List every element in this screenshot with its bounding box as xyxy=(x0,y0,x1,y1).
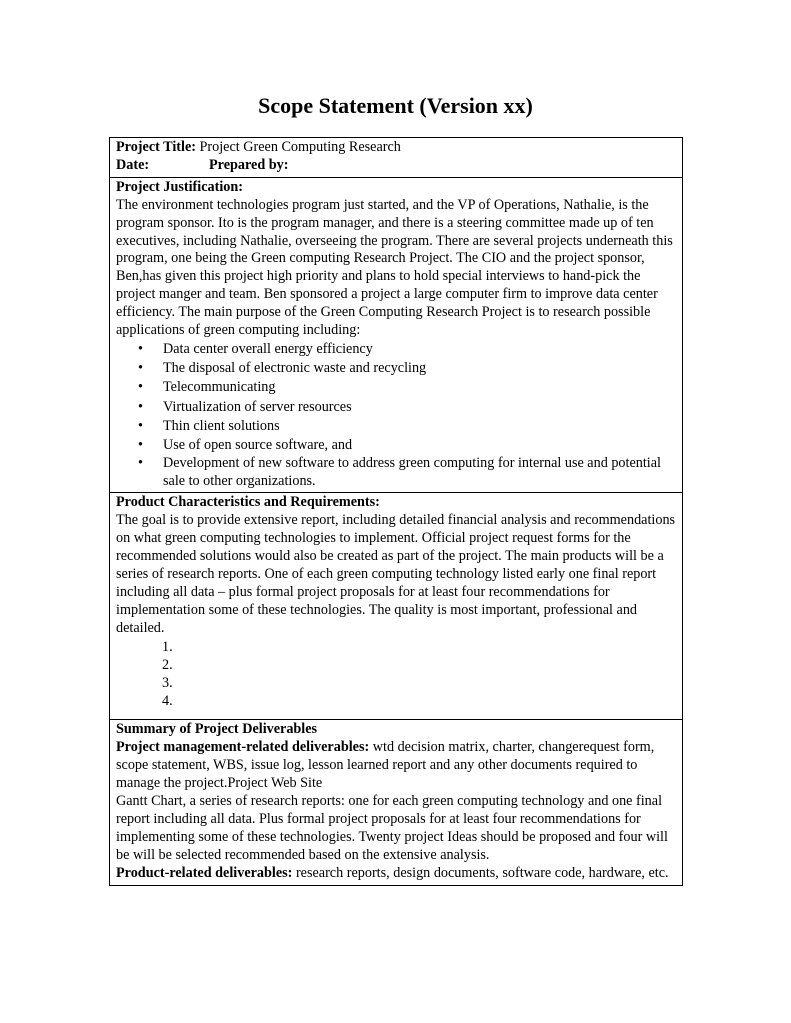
list-item-text: Thin client solutions xyxy=(163,417,280,434)
bullet-icon: • xyxy=(138,340,143,357)
list-item: 4. xyxy=(162,692,173,709)
list-item xyxy=(138,398,676,417)
bullet-icon: • xyxy=(138,436,143,453)
requirements-row xyxy=(110,493,683,720)
product-deliverables-text: research reports, design documents, software code, hardware, etc. xyxy=(292,864,669,881)
pm-deliverables-label: Project management-related deliverables: xyxy=(116,739,370,756)
list-item-text: Telecommunicating xyxy=(163,379,276,396)
pm-deliverables-paragraph xyxy=(116,739,676,793)
requirements-body: The goal is to provide extensive report, including detailed financial analysis and recommendations on what green computing technologies to implement. Official project request forms for the recommended solutions would also be created as part of the project. The main products will be a series of research reports. One of each green computing technology listed early one final report including all data – plus formal project proposals for at least four recommendations for implementation some of these technologies. The quality is most important, professional and detailed. xyxy=(116,512,676,636)
prepared-by-label: Prepared by: xyxy=(209,156,289,173)
product-deliverables-paragraph xyxy=(116,865,676,883)
requirements-heading: Product Characteristics and Requirements: xyxy=(116,494,380,511)
project-title-line xyxy=(116,139,676,157)
bullet-icon: • xyxy=(138,398,143,415)
project-title-value: Project Green Computing Research xyxy=(199,139,401,155)
justification-heading: Project Justification: xyxy=(116,178,243,195)
requirements-numbered-list xyxy=(116,638,676,710)
list-item-text: Virtualization of server resources xyxy=(163,398,352,415)
list-item-text: Development of new software to address green computing for internal use and potential sale to other organizations. xyxy=(163,455,661,489)
justification-row xyxy=(110,177,683,493)
requirements-cell xyxy=(110,493,683,720)
list-item-text: Data center overall energy efficiency xyxy=(163,340,373,357)
list-item-text: The disposal of electronic waste and recycling xyxy=(163,360,427,377)
gantt-paragraph: Gantt Chart, a series of research reports: one for each green computing technology and one final report including all data. Plus formal project proposals for at least four recommendations for implementing some of these technologies. Twenty project Ideas should be proposed and four will be will be selected recommended based on the extensive analysis. xyxy=(116,793,668,863)
list-item xyxy=(138,455,676,490)
bullet-icon: • xyxy=(138,417,143,434)
bullet-icon: • xyxy=(138,455,143,472)
justification-body: The environment technologies program just started, and the VP of Operations, Nathalie, is the program sponsor. Ito is the program manager, and there is a steering committee made up of ten executives, including Nathalie, overseeing the program. There are several projects underneath this program, one being the Green computing Research Project. The CIO and the project sponsor, Ben,has given this project high priority and plans to hold special interviews to hand-pick the project manger and team. Ben sponsored a project a large computer firm to improve data center efficiency. The main purpose of the Green Computing Research Project is to research possible applications of green computing including: xyxy=(116,196,673,339)
list-item xyxy=(138,417,676,436)
deliverables-row xyxy=(110,720,683,885)
scope-table xyxy=(109,137,683,886)
list-item xyxy=(138,436,676,455)
product-deliverables-label: Product-related deliverables: xyxy=(116,864,293,881)
list-item: 3. xyxy=(162,674,173,691)
pm-deliverables-text: wtd decision matrix, charter, changerequest form, scope statement, WBS, issue log, lesson learned report and any other documents required to manage the project.Project Web Site xyxy=(116,739,655,792)
list-item-text: Use of open source software, and xyxy=(163,436,353,453)
date-label: Date: xyxy=(116,156,150,173)
list-item: 2. xyxy=(162,656,173,673)
justification-bullet-list xyxy=(116,340,676,490)
page-title: Scope Statement (Version xx) xyxy=(258,93,533,118)
list-item: 1. xyxy=(162,638,173,655)
project-info-row xyxy=(110,138,683,178)
project-title-label: Project Title: xyxy=(116,139,196,155)
project-info-cell xyxy=(110,138,683,178)
bullet-icon: • xyxy=(138,379,143,396)
date-line xyxy=(116,157,676,175)
list-item xyxy=(138,340,676,359)
list-item xyxy=(138,359,676,378)
list-item xyxy=(138,378,676,397)
justification-cell xyxy=(110,177,683,493)
deliverables-heading: Summary of Project Deliverables xyxy=(116,721,318,738)
bullet-icon: • xyxy=(138,360,143,377)
deliverables-cell xyxy=(110,720,683,885)
